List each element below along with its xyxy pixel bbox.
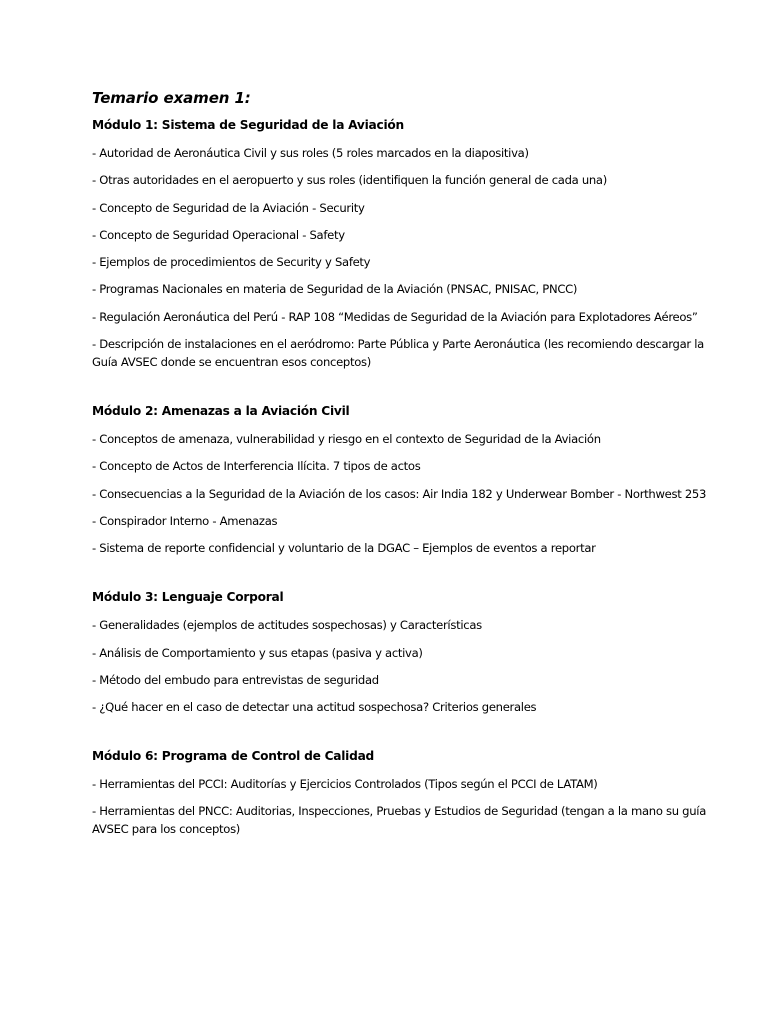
module-2 (92, 403, 708, 557)
list-item: - Generalidades (ejemplos de actitudes sospechosas) y Características (92, 618, 482, 633)
list-item: - Descripción de instalaciones en el aeródromo: Parte Pública y Parte Aeronáutica (les recomiendo descargar la Guía AVSEC donde se encuentran esos conceptos) (92, 337, 704, 370)
document-title: Temario examen 1: (92, 89, 251, 107)
list-item: - Concepto de Actos de Interferencia Ilícita. 7 tipos de actos (92, 459, 421, 474)
list-item: - Conceptos de amenaza, vulnerabilidad y riesgo en el contexto de Seguridad de la Aviación (92, 432, 601, 447)
list-item: - Sistema de reporte confidencial y voluntario de la DGAC – Ejemplos de eventos a reportar (92, 541, 596, 556)
list-item: - Herramientas del PNCC: Auditorias, Inspecciones, Pruebas y Estudios de Seguridad (tengan a la mano su guía AVSEC para los conceptos) (92, 804, 707, 837)
list-item: - Herramientas del PCCI: Auditorías y Ejercicios Controlados (Tipos según el PCCI de LATAM) (92, 777, 598, 792)
list-item: - Programas Nacionales en materia de Seguridad de la Aviación (PNSAC, PNISAC, PNCC) (92, 282, 578, 297)
list-item: - Otras autoridades en el aeropuerto y sus roles (identifiquen la función general de cada una) (92, 173, 607, 188)
module-title: Módulo 3: Lenguaje Corporal (92, 590, 284, 605)
list-item: - Concepto de Seguridad de la Aviación - Security (92, 200, 365, 215)
list-item: - Consecuencias a la Seguridad de la Aviación de los casos: Air India 182 y Underwear Bomber - Northwest 253 (92, 486, 707, 501)
list-item: - Conspirador Interno - Amenazas (92, 513, 278, 528)
module-title: Módulo 1: Sistema de Seguridad de la Aviación (92, 118, 404, 132)
module-3 (92, 589, 708, 716)
module-1 (92, 117, 708, 371)
module-title: Módulo 2: Amenazas a la Aviación Civil (92, 404, 350, 419)
list-item: - Regulación Aeronáutica del Perú - RAP 108 “Medidas de Seguridad de la Aviación para Explotadores Aéreos” (92, 309, 698, 324)
list-item: - Ejemplos de procedimientos de Security y Safety (92, 255, 371, 270)
module-6 (92, 748, 708, 838)
list-item: - ¿Qué hacer en el caso de detectar una actitud sospechosa? Criterios generales (92, 700, 537, 715)
list-item: - Concepto de Seguridad Operacional - Safety (92, 227, 345, 242)
list-item: - Análisis de Comportamiento y sus etapas (pasiva y activa) (92, 645, 423, 660)
module-title: Módulo 6: Programa de Control de Calidad (92, 749, 375, 764)
list-item: - Autoridad de Aeronáutica Civil y sus roles (5 roles marcados en la diapositiva) (92, 146, 529, 160)
list-item: - Método del embudo para entrevistas de seguridad (92, 672, 379, 687)
